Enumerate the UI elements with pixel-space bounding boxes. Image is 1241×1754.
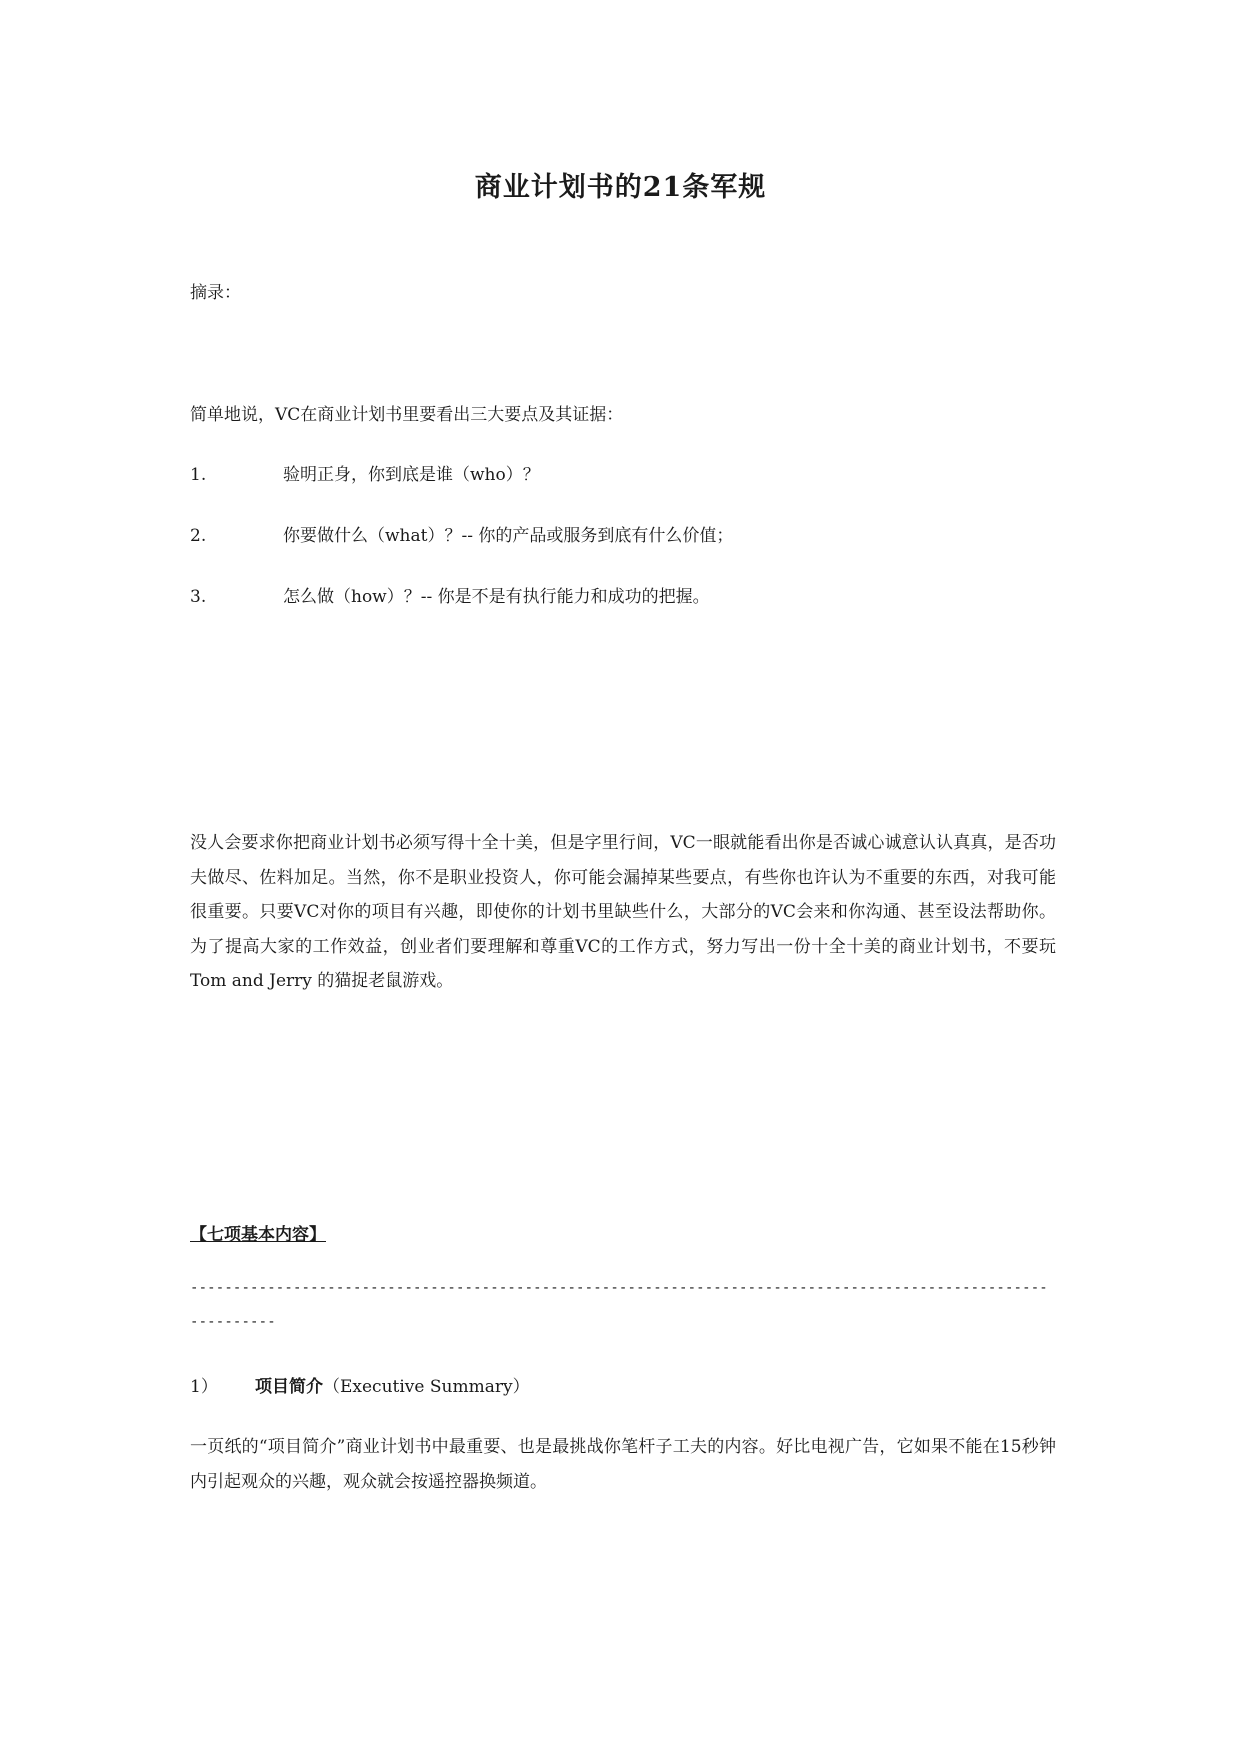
item-number: 1）: [190, 1377, 218, 1397]
section-heading: 【七项基本内容】: [190, 1225, 326, 1245]
list-item-number: 3.: [190, 587, 207, 607]
intro-text: 简单地说，VC在商业计划书里要看出三大要点及其证据：: [190, 405, 624, 425]
list-item-text: 你要做什么（what）？-- 你的产品或服务到底有什么价值；: [283, 526, 734, 546]
list-item: [190, 458, 540, 492]
excerpt-label: 摘录：: [190, 283, 241, 303]
document-title: 商业计划书的21条军规: [474, 172, 767, 203]
item-subtitle: （Executive Summary）: [323, 1377, 530, 1397]
item-description: 一页纸的“项目简介”商业计划书中最重要、也是最挑战你笔杆子工夫的内容。好比电视广告，它如果不能在15秒钟内引起观众的兴趣，观众就会按遥控器换频道。: [190, 1437, 1056, 1492]
item-title: 项目简介: [255, 1377, 323, 1397]
item-heading: [190, 1370, 530, 1404]
body-paragraph: 没人会要求你把商业计划书必须写得十全十美，但是字里行间，VC一眼就能看出你是否诚心诚意认认真真，是否功夫做尽、佐料加足。当然，你不是职业投资人，你可能会漏掉某些要点，有些你也许认为不重要的东西，对我可能很重要。只要VC对你的项目有兴趣，即使你的计划书里缺些什么，大部分的VC会来和你沟通、甚至设法帮助你。为了提高大家的工作效益，创业者们要理解和尊重VC的工作方式，努力写出一份十全十美的商业计划书，不要玩Tom and Jerry 的猫捉老鼠游戏。: [190, 833, 1056, 991]
list-item: [190, 519, 733, 553]
divider-line: --------------------------------------------------------------------------------------------------------------: [190, 1280, 1048, 1330]
list-item-number: 1.: [190, 465, 207, 485]
list-item-number: 2.: [190, 526, 207, 546]
list-item-text: 验明正身，你到底是谁（who）？: [283, 465, 540, 485]
list-item: [190, 580, 710, 614]
list-item-text: 怎么做（how）？-- 你是不是有执行能力和成功的把握。: [283, 587, 710, 607]
